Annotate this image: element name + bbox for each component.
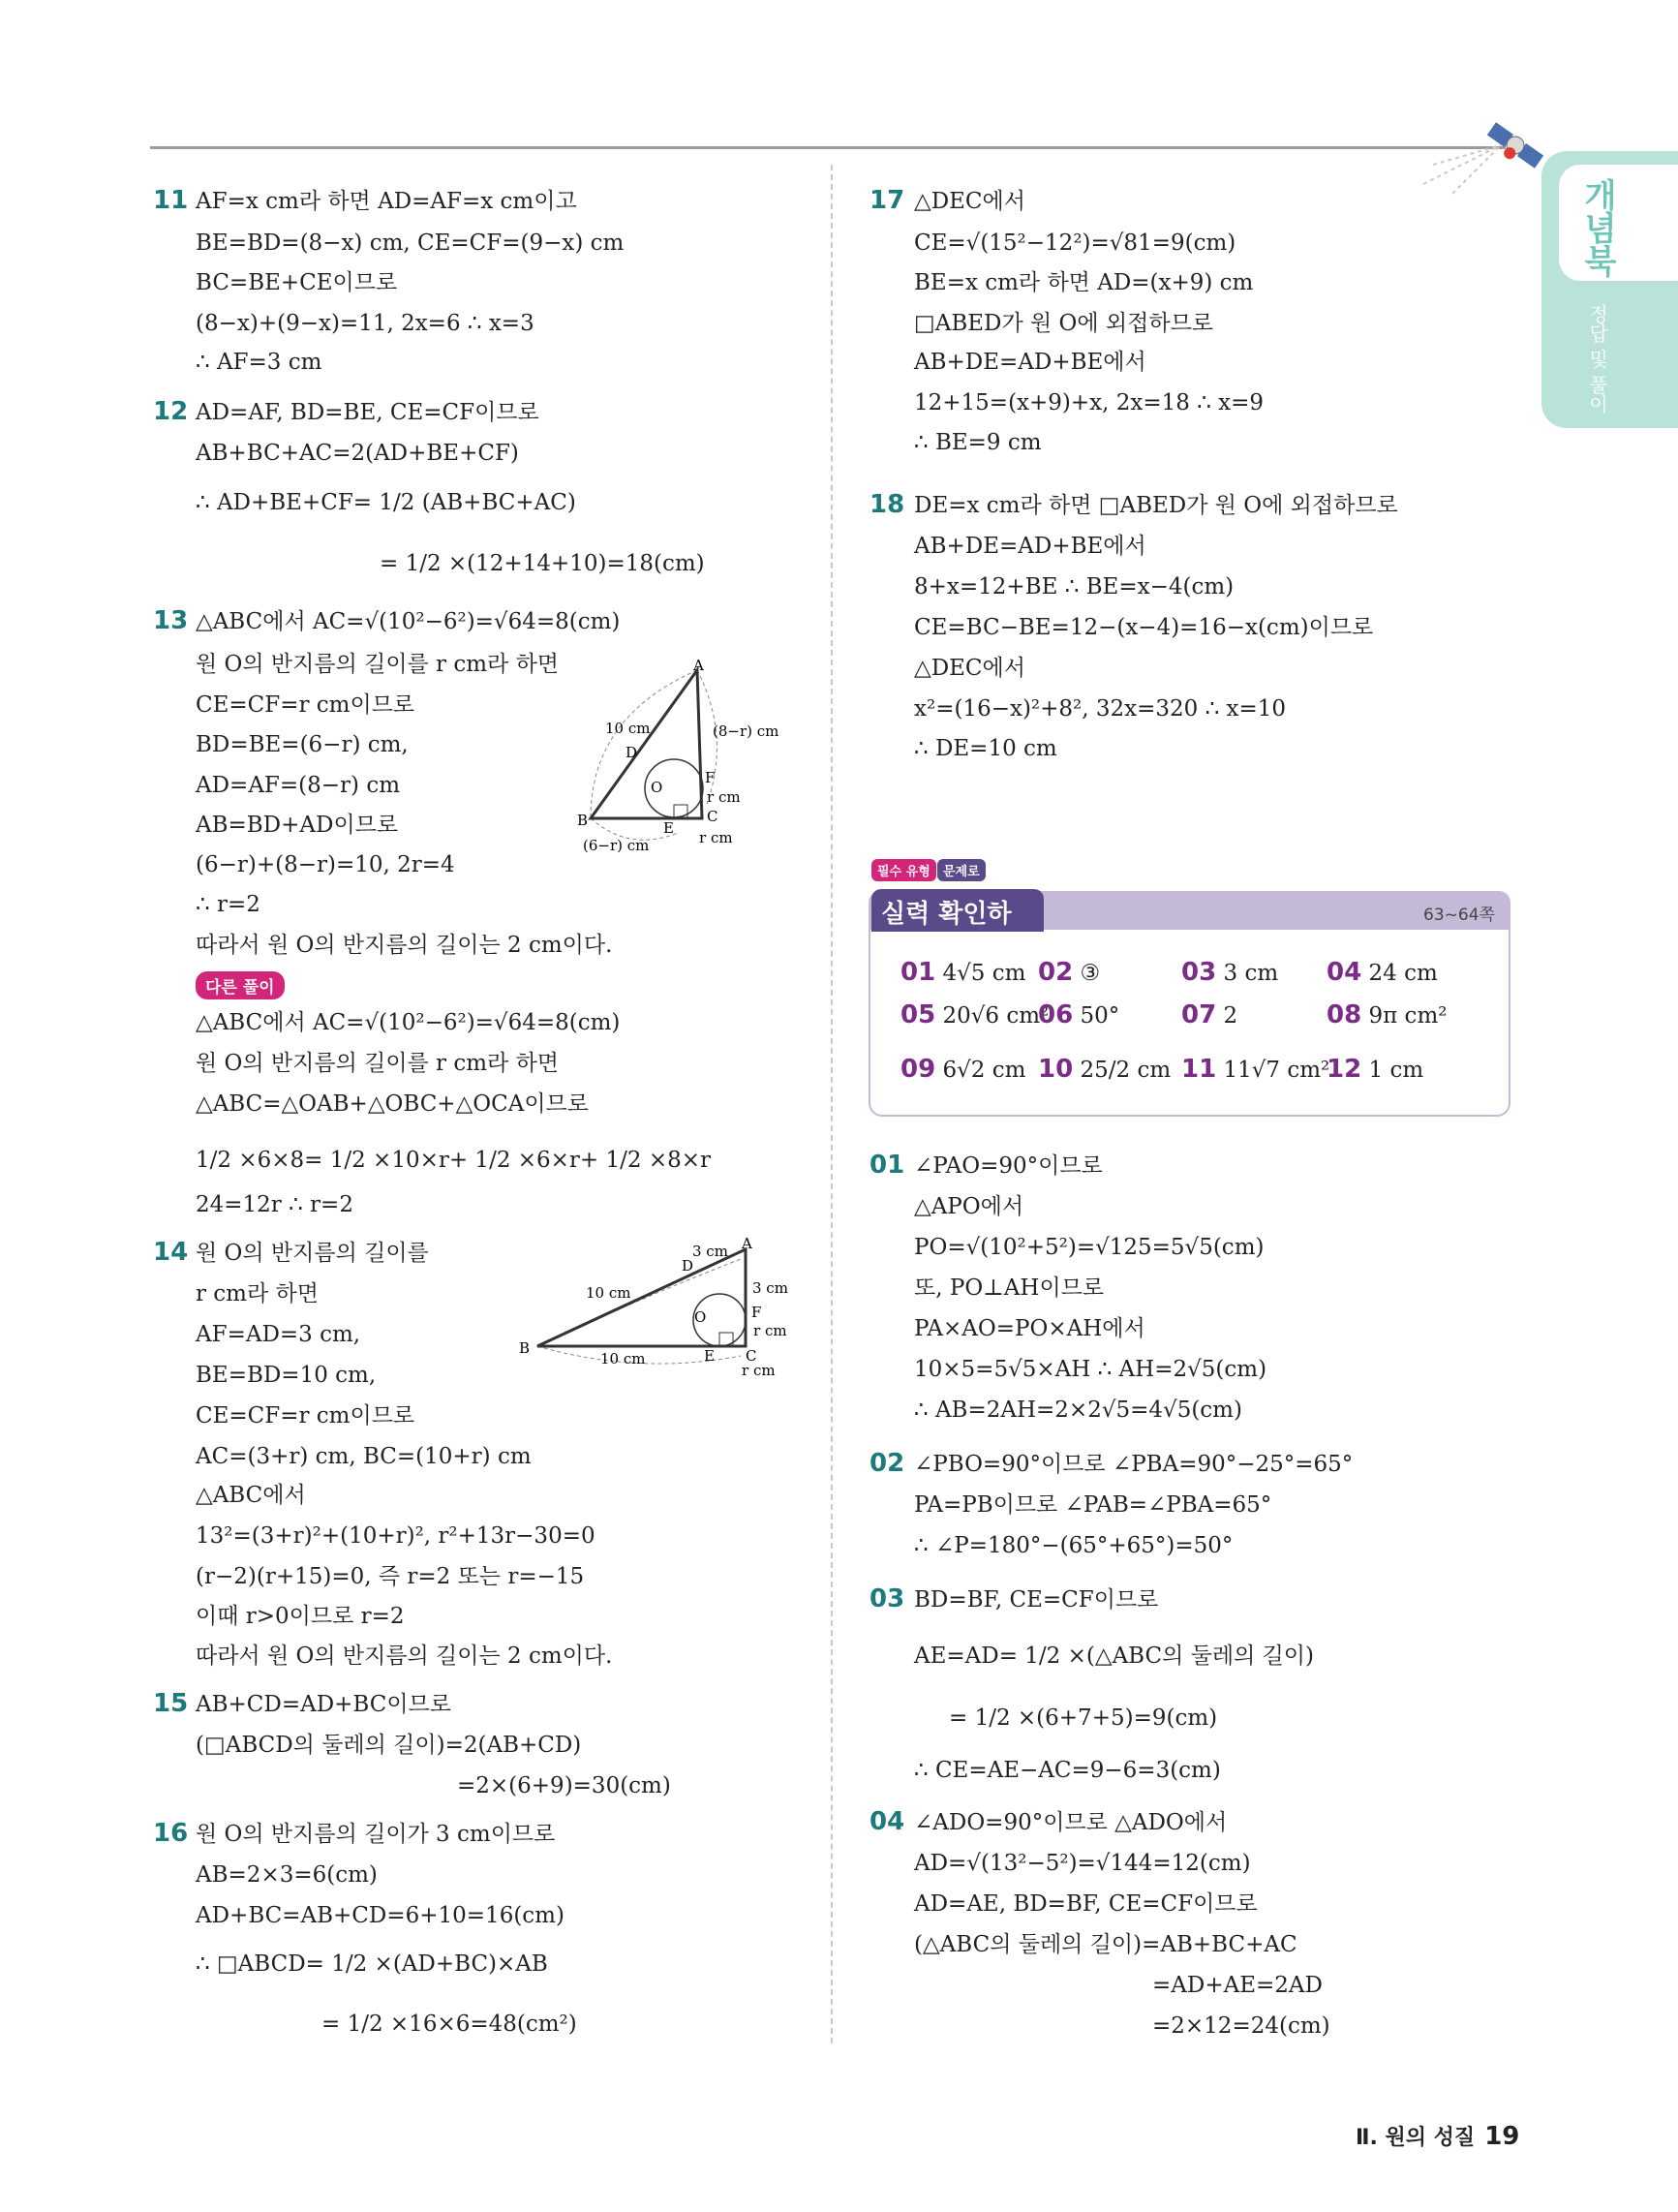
fig-label: 10 cm — [605, 720, 651, 737]
solution-line: =2×12=24(cm) — [1152, 2013, 1330, 2039]
problem-number: 03 — [870, 1584, 905, 1613]
fig-label: 10 cm — [586, 1284, 631, 1302]
top-rule — [150, 146, 1506, 149]
fig-label: D — [682, 1257, 694, 1275]
solution-line: BE=BD=(8−x) cm, CE=CF=(9−x) cm — [196, 230, 625, 256]
side-tab-title: 개념북 — [1577, 178, 1617, 277]
problem-number: 14 — [153, 1238, 189, 1267]
solution-line: CE=CF=r cm이므로 — [196, 692, 415, 718]
solution-line: □ABED가 원 O에 외접하므로 — [914, 311, 1214, 336]
answer-item: 06 50° — [1038, 1000, 1120, 1029]
solution-line: △ABC에서 — [196, 1483, 306, 1508]
solution-line: CE=BC−BE=12−(x−4)=16−x(cm)이므로 — [914, 615, 1374, 640]
solution-line: = 1/2 ×(12+14+10)=18(cm) — [380, 551, 705, 576]
problem-number: 18 — [870, 490, 905, 519]
solution-line: PA×AO=PO×AH에서 — [914, 1316, 1145, 1341]
answer-box-tag: 문제로 — [937, 859, 986, 881]
solution-line: AB=BD+AD이므로 — [196, 813, 399, 838]
solution-line: BE=BD=10 cm, — [196, 1363, 377, 1388]
fig-label: O — [651, 779, 663, 796]
alt-solution-badge: 다른 풀이 — [196, 971, 285, 999]
solution-line: △DEC에서 — [914, 189, 1025, 214]
fig-label: D — [625, 744, 638, 761]
fig-label: (8−r) cm — [713, 722, 779, 740]
problem-number: 13 — [153, 606, 189, 635]
side-tab-subtitle: 정답 및 풀이 — [1585, 303, 1609, 414]
solution-line: (△ABC의 둘레의 길이)=AB+BC+AC — [914, 1932, 1297, 1957]
fig-label: C — [707, 808, 718, 825]
problem-number: 04 — [870, 1807, 905, 1836]
solution-line: =2×(6+9)=30(cm) — [457, 1773, 671, 1798]
solution-line: =AD+AE=2AD — [1152, 1973, 1323, 1998]
solution-line: r cm라 하면 — [196, 1281, 319, 1306]
answer-item: 10 25/2 cm — [1038, 1055, 1172, 1084]
solution-line: AD+BC=AB+CD=6+10=16(cm) — [196, 1903, 564, 1928]
solution-line: 이때 r>0이므로 r=2 — [196, 1604, 405, 1629]
answer-box-tag: 필수 유형 — [871, 859, 936, 881]
answer-item: 08 9π cm² — [1327, 1000, 1448, 1029]
solution-line: (r−2)(r+15)=0, 즉 r=2 또는 r=−15 — [196, 1564, 585, 1589]
fig-label: r cm — [699, 829, 733, 846]
problem-number: 02 — [870, 1449, 905, 1478]
solution-line: AB+DE=AD+BE에서 — [914, 350, 1146, 375]
fig-label: F — [705, 769, 716, 786]
answer-box-pages: 63~64쪽 — [1423, 906, 1495, 925]
answer-item: 07 2 — [1181, 1000, 1238, 1029]
problem-number: 16 — [153, 1819, 189, 1848]
solution-line: CE=CF=r cm이므로 — [196, 1403, 415, 1429]
solution-line: ∠PBO=90°이므로 ∠PBA=90°−25°=65° — [914, 1452, 1354, 1477]
solution-line: 12+15=(x+9)+x, 2x=18 ∴ x=9 — [914, 390, 1265, 415]
section-title: Ⅱ. 원의 성질 — [1356, 2126, 1476, 2150]
answer-item: 12 1 cm — [1327, 1055, 1424, 1084]
solution-line: AD=AE, BD=BF, CE=CF이므로 — [914, 1891, 1258, 1917]
solution-line: 13²=(3+r)²+(10+r)², r²+13r−30=0 — [196, 1523, 595, 1549]
solution-line: 24=12r ∴ r=2 — [196, 1192, 353, 1217]
solution-line: ∴ AD+BE+CF= 1/2 (AB+BC+AC) — [196, 490, 576, 515]
solution-line: ∴ □ABCD= 1/2 ×(AD+BC)×AB — [196, 1951, 548, 1977]
solution-line: AF=x cm라 하면 AD=AF=x cm이고 — [196, 189, 577, 214]
problem-number: 12 — [153, 397, 189, 426]
answer-item: 02 ③ — [1038, 958, 1101, 987]
answer-item: 04 24 cm — [1327, 958, 1438, 987]
answer-item: 03 3 cm — [1181, 958, 1279, 987]
solution-line: △ABC=△OAB+△OBC+△OCA이므로 — [196, 1091, 589, 1117]
fig-label: 3 cm — [692, 1243, 728, 1260]
fig-label: A — [742, 1235, 752, 1252]
solution-line: △ABC에서 AC=√(10²−6²)=√64=8(cm) — [196, 1010, 621, 1035]
solution-line: 또, PO⊥AH이므로 — [914, 1275, 1105, 1301]
fig-label: 3 cm — [752, 1279, 788, 1297]
solution-line: x²=(16−x)²+8², 32x=320 ∴ x=10 — [914, 696, 1287, 722]
fig-label: O — [694, 1308, 707, 1326]
fig-label: C — [746, 1347, 757, 1365]
page-footer — [1356, 2121, 1519, 2151]
fig-label: r cm — [753, 1322, 787, 1339]
solution-line: 1/2 ×6×8= 1/2 ×10×r+ 1/2 ×6×r+ 1/2 ×8×r — [196, 1148, 712, 1173]
solution-line: PA=PB이므로 ∠PAB=∠PBA=65° — [914, 1492, 1272, 1518]
solution-line: 10×5=5√5×AH ∴ AH=2√5(cm) — [914, 1357, 1267, 1382]
solution-line: ∠PAO=90°이므로 — [914, 1153, 1103, 1179]
answer-item: 05 20√6 cm² — [900, 1000, 1050, 1029]
solution-line: ∴ CE=AE−AC=9−6=3(cm) — [914, 1758, 1221, 1783]
solution-line: △APO에서 — [914, 1194, 1024, 1219]
solution-line: AF=AD=3 cm, — [196, 1322, 361, 1347]
solution-line: 원 O의 반지름의 길이를 — [196, 1241, 429, 1266]
solution-line: (□ABCD의 둘레의 길이)=2(AB+CD) — [196, 1733, 582, 1758]
answer-box-title: 실력 확인하기 — [871, 889, 1044, 932]
problem-number: 11 — [153, 186, 189, 215]
solution-line: CE=√(15²−12²)=√81=9(cm) — [914, 230, 1236, 256]
fig-label: A — [693, 659, 704, 674]
solution-line: = 1/2 ×16×6=48(cm²) — [321, 2012, 577, 2037]
solution-line: AD=AF, BD=BE, CE=CF이므로 — [196, 400, 539, 425]
problem-number: 15 — [153, 1689, 189, 1718]
solution-line: ∴ AF=3 cm — [196, 350, 322, 375]
solution-line: AB+CD=AD+BC이므로 — [196, 1692, 451, 1717]
triangle-figure-13 — [571, 659, 804, 852]
fig-label: (6−r) cm — [583, 837, 650, 852]
fig-label: 10 cm — [600, 1350, 646, 1367]
solution-line: AC=(3+r) cm, BC=(10+r) cm — [196, 1444, 532, 1469]
fig-label: E — [704, 1347, 715, 1365]
solution-line: DE=x cm라 하면 □ABED가 원 O에 외접하므로 — [914, 493, 1398, 518]
solution-line: AE=AD= 1/2 ×(△ABC의 둘레의 길이) — [914, 1644, 1315, 1669]
solution-line: ∠ADO=90°이므로 △ADO에서 — [914, 1810, 1228, 1835]
solution-line: 원 O의 반지름의 길이가 3 cm이므로 — [196, 1822, 556, 1847]
solution-line: 원 O의 반지름의 길이를 r cm라 하면 — [196, 652, 560, 677]
fig-label: B — [519, 1339, 531, 1357]
page-number: 19 — [1484, 2122, 1520, 2151]
solution-line: AD=√(13²−5²)=√144=12(cm) — [914, 1851, 1251, 1876]
solution-line: 8+x=12+BE ∴ BE=x−4(cm) — [914, 574, 1235, 599]
answer-item: 09 6√2 cm — [900, 1055, 1026, 1084]
solution-line: AB+DE=AD+BE에서 — [914, 534, 1146, 559]
fig-label: B — [577, 812, 589, 829]
column-divider — [831, 165, 833, 2043]
solution-line: ∴ AB=2AH=2×2√5=4√5(cm) — [914, 1398, 1242, 1423]
fig-label: r cm — [707, 788, 741, 806]
solution-line: PO=√(10²+5²)=√125=5√5(cm) — [914, 1235, 1265, 1260]
fig-label: r cm — [742, 1362, 776, 1379]
solution-line: AB=2×3=6(cm) — [196, 1862, 378, 1888]
solution-line: ∴ r=2 — [196, 892, 260, 917]
answer-item: 11 11√7 cm² — [1181, 1055, 1330, 1084]
solution-line: = 1/2 ×(6+7+5)=9(cm) — [949, 1705, 1218, 1731]
solution-line: (6−r)+(8−r)=10, 2r=4 — [196, 852, 455, 877]
solution-line: 따라서 원 O의 반지름의 길이는 2 cm이다. — [196, 1644, 613, 1669]
solution-line: BD=BF, CE=CF이므로 — [914, 1587, 1159, 1613]
answer-item: 01 4√5 cm — [900, 958, 1026, 987]
solution-line: △DEC에서 — [914, 656, 1025, 681]
solution-line: AB+BC+AC=2(AD+BE+CF) — [196, 441, 519, 466]
solution-line: ∴ BE=9 cm — [914, 430, 1042, 455]
solution-line: △ABC에서 AC=√(10²−6²)=√64=8(cm) — [196, 609, 621, 634]
solution-line: BE=x cm라 하면 AD=(x+9) cm — [914, 270, 1254, 295]
satellite-icon — [1414, 107, 1549, 203]
triangle-figure-14 — [513, 1235, 804, 1380]
fig-label: F — [751, 1304, 762, 1321]
solution-line: BC=BE+CE이므로 — [196, 270, 398, 295]
problem-number: 17 — [870, 186, 905, 215]
problem-number: 01 — [870, 1151, 905, 1180]
fig-label: E — [663, 819, 674, 837]
solution-line: ∴ ∠P=180°−(65°+65°)=50° — [914, 1533, 1234, 1558]
solution-line: BD=BE=(6−r) cm, — [196, 732, 409, 757]
solution-line: AD=AF=(8−r) cm — [196, 773, 401, 798]
solution-line: 따라서 원 O의 반지름의 길이는 2 cm이다. — [196, 933, 613, 958]
solution-line: 원 O의 반지름의 길이를 r cm라 하면 — [196, 1051, 560, 1076]
solution-line: ∴ DE=10 cm — [914, 736, 1057, 761]
solution-line: (8−x)+(9−x)=11, 2x=6 ∴ x=3 — [196, 311, 534, 336]
